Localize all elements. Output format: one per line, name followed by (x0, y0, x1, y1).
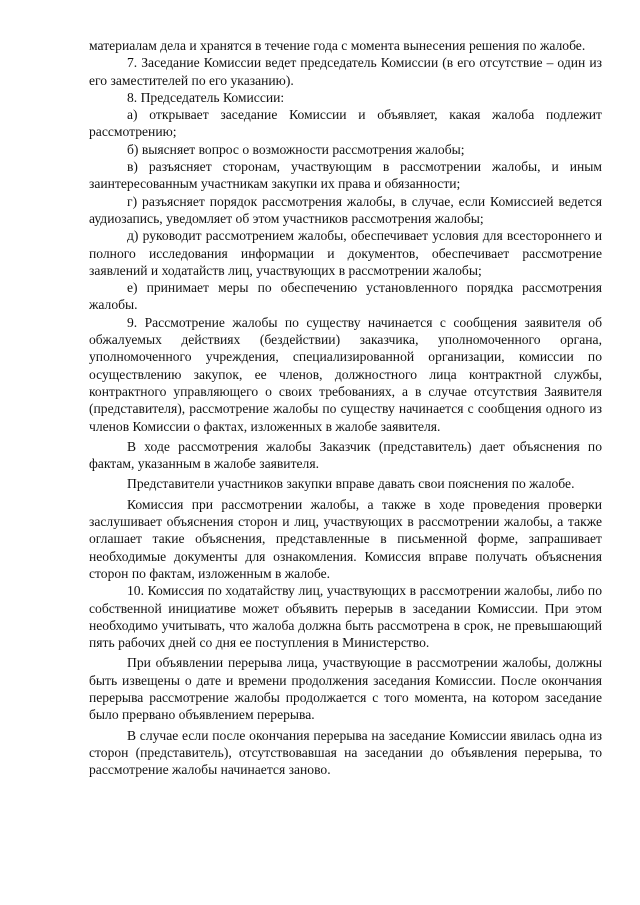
paragraph-break-notice: При объявлении перерыва лица, участвующие в рассмотрении жалобы, должны быть извещены о дате и времени продолжения заседания Комиссии. После окончания перерыва рассмотрение жалобы продолжается с того момента, на котором заседание было прервано объявлением перерыва. (89, 655, 602, 723)
document-page (89, 37, 602, 778)
paragraph-restart-review: В случае если после окончания перерыва на заседание Комиссии явилась одна из сторон (представитель), отсутствовавшая на заседании до объявления перерыва, то рассмотрение жалобы начинается заново. (89, 727, 602, 778)
paragraph-subitem-b: б) выясняет вопрос о возможности рассмотрения жалобы; (127, 141, 465, 157)
paragraph-continuation: материалам дела и хранятся в течение года с момента вынесения решения по жалобе. (89, 38, 586, 53)
paragraph-subitem-g: г) разъясняет порядок рассмотрения жалобы, в случае, если Комиссией ведется аудиозапись, уведомляет об этом участников рассмотрения жалобы; (89, 193, 602, 226)
paragraph-customer-explanations: В ходе рассмотрения жалобы Заказчик (представитель) дает объяснения по фактам, указанным в жалобе заявителя. (89, 438, 602, 472)
paragraph-subitem-v: в) разъясняет сторонам, участвующим в рассмотрении жалобы, и иным заинтересованным участникам закупки их права и обязанности; (89, 159, 602, 192)
paragraph-subitem-a: а) открывает заседание Комиссии и объявляет, какая жалоба подлежит рассмотрению; (89, 107, 602, 140)
paragraph-item-10: 10. Комиссия по ходатайству лиц, участвующих в рассмотрении жалобы, либо по собственной инициативе может объявить перерыв в заседании Комиссии. При этом необходимо учитывать, что жалоба должна быть рассмотрена в срок, не превышающий пять рабочих дней со дня ее поступления в Министерство. (89, 583, 602, 651)
paragraph-subitem-d: д) руководит рассмотрением жалобы, обеспечивает условия для всестороннего и полного исследования информации и документов, обеспечивает рассмотрение заявлений и ходатайств лиц, участвующих в рассмотрении жалобы; (89, 228, 602, 278)
paragraph-item-7: 7. Заседание Комиссии ведет председатель Комиссии (в его отсутствие – один из его заместителей по его указанию). (89, 55, 602, 88)
paragraph-subitem-e: е) принимает меры по обеспечению установленного порядка рассмотрения жалобы. (89, 280, 602, 313)
paragraph-participants-explanations: Представители участников закупки вправе давать свои пояснения по жалобе. (127, 476, 575, 492)
paragraph-commission-review: Комиссия при рассмотрении жалобы, а также в ходе проведения проверки заслушивает объяснения сторон и лиц, участвующих в рассмотрении жалобы, а также оглашает такие объяснения, представленные в письменной форме, запрашивает необходимые документы для ознакомления. Комиссия вправе получать объяснения сторон по фактам, изложенным в жалобе. (89, 496, 602, 581)
paragraph-item-8: 8. Председатель Комиссии: (127, 89, 285, 105)
paragraph-item-9: 9. Рассмотрение жалобы по существу начинается с сообщения заявителя об обжалуемых действиях (бездействии) заказчика, уполномоченного органа, уполномоченного учреждения, специализированной организации, комиссии по осуществлению закупок, ее членов, должностного лица контрактной службы, контрактного управляющего о своих требованиях, а в случае отсутствия Заявителя (представителя), рассмотрение жалобы по существу начинается с сообщения одного из членов Комиссии о фактах, изложенных в жалобе заявителя. (89, 314, 602, 434)
